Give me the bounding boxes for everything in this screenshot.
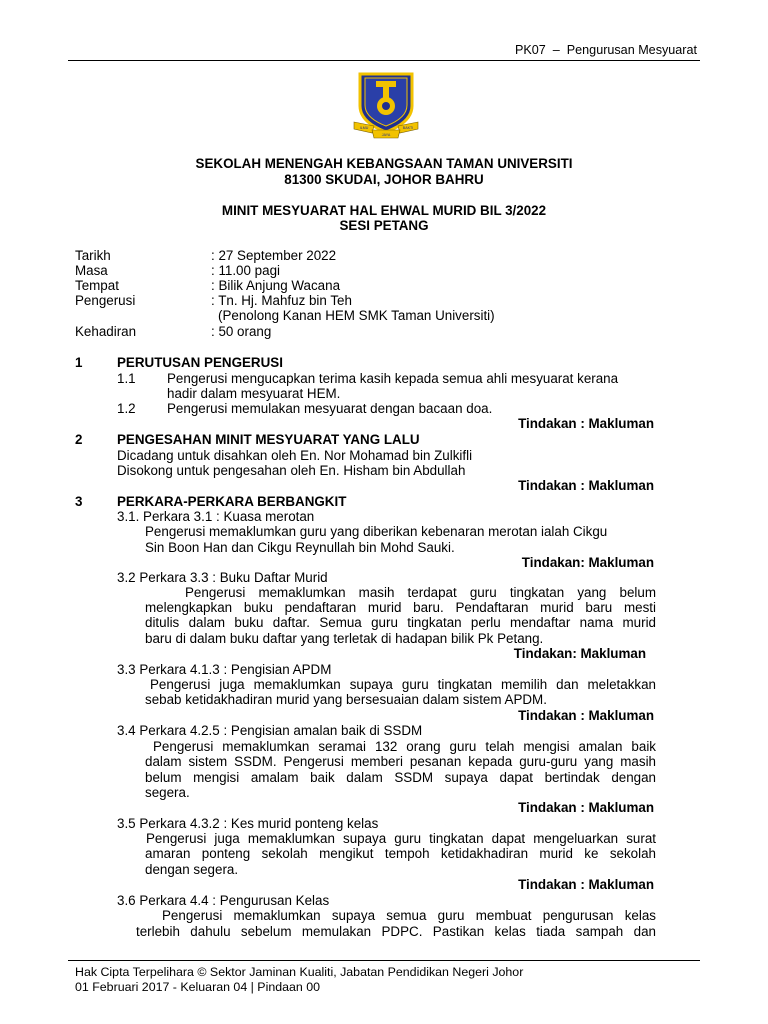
item-3-2-line-1: Pengerusi memaklumkan masih terdapat guru tingkatan yang belum <box>185 585 656 600</box>
item-3-6-line-2: terlebih dahulu sebelum memulakan PDPC. Pastikan kelas tiada sampah dan <box>136 924 656 939</box>
item-3-1-line-1: Pengerusi memaklumkan guru yang diberikan kebenaran merotan ialah Cikgu <box>145 524 608 539</box>
section-2-title: PENGESAHAN MINIT MESYUARAT YANG LALU <box>117 432 420 447</box>
item-3-2-heading: 3.2 Perkara 3.3 : Buku Daftar Murid <box>117 570 328 585</box>
footer-issue: 01 Februari 2017 - Keluaran 04 | Pindaan 00 <box>75 980 321 994</box>
item-3-5-action: Tindakan : Makluman <box>518 877 654 892</box>
item-3-4-line-1: Pengerusi memaklumkan seramai 132 orang guru telah mengisi amalan baik <box>153 739 656 754</box>
logo-ribbon-left-text: ILMU <box>359 126 369 130</box>
item-1-2-line-1: Pengerusi memulakan mesyuarat dengan bacaan doa. <box>167 401 493 416</box>
item-3-3-line-2: sebab ketidakhadiran murid yang bersesuaian dalam sistem APDM. <box>145 692 547 707</box>
item-3-3-action: Tindakan : Makluman <box>518 708 654 723</box>
item-3-2-action: Tindakan: Makluman <box>513 646 646 661</box>
footer-divider <box>68 960 700 961</box>
time-label: Masa <box>75 263 108 278</box>
minutes-title: MINIT MESYUARAT HAL EHWAL MURID BIL 3/2022 <box>221 203 547 218</box>
place-label: Tempat <box>75 278 119 293</box>
item-3-5-heading: 3.5 Perkara 4.3.2 : Kes murid ponteng kelas <box>117 816 379 831</box>
item-1-2-number: 1.2 <box>117 401 136 416</box>
item-1-1-line-2: hadir dalam mesyuarat HEM. <box>167 386 341 401</box>
place-value: : Bilik Anjung Wacana <box>211 278 341 293</box>
item-3-4-line-3: belum mengisi amalam baik dalam SSDM supaya dapat bertindak dengan <box>145 770 656 785</box>
school-crest-logo <box>352 70 420 140</box>
section-2-action: Tindakan : Makluman <box>518 478 654 493</box>
item-3-4-heading: 3.4 Perkara 4.2.5 : Pengisian amalan baik di SSDM <box>117 723 423 738</box>
section-2-line-1: Dicadang untuk disahkan oleh En. Nor Mohamad bin Zulkifli <box>117 448 473 463</box>
minutes-session: SESI PETANG <box>339 218 429 233</box>
attendance-label: Kehadiran <box>75 324 137 339</box>
item-3-5-line-1: Pengerusi juga memaklumkan supaya guru tingkatan dapat mengeluarkan surat <box>146 831 656 846</box>
item-3-2-line-2: melengkapkan buku pendaftaran murid baru. Pendaftaran murid baru mesti <box>145 600 656 615</box>
header-divider <box>68 60 700 61</box>
document-reference: PK07 – Pengurusan Mesyuarat <box>514 43 697 57</box>
item-3-3-heading: 3.3 Perkara 4.1.3 : Pengisian APDM <box>117 662 332 677</box>
section-2-number: 2 <box>75 432 83 447</box>
item-3-6-line-1: Pengerusi memaklumkan supaya semua guru membuat pengurusan kelas <box>162 908 656 923</box>
item-3-4-line-2: dalam sistem SSDM. Pengerusi memberi pesanan kepada guru-guru yang masih <box>145 754 656 769</box>
footer-copyright: Hak Cipta Terpelihara © Sektor Jaminan Kualiti, Jabatan Pendidikan Negeri Johor <box>75 965 524 979</box>
section-1-action: Tindakan : Makluman <box>518 416 654 431</box>
logo-ribbon-bottom-text: JAYA <box>381 133 391 137</box>
item-3-2-line-3: ditulis dalam buku daftar. Semua guru tingkatan perlu mendaftar nama murid <box>145 615 656 630</box>
section-3-title: PERKARA-PERKARA BERBANGKIT <box>117 494 347 509</box>
item-1-1-line-1: Pengerusi mengucapkan terima kasih kepada semua ahli mesyuarat kerana <box>167 371 619 386</box>
school-address: 81300 SKUDAI, JOHOR BAHRU <box>284 172 484 187</box>
item-3-4-line-4: segera. <box>145 785 190 800</box>
item-1-1-number: 1.1 <box>117 371 136 386</box>
section-3-number: 3 <box>75 494 83 509</box>
item-3-5-line-2: amaran ponteng sekolah mengikut tempoh ketidakhadiran murid ke sekolah <box>145 846 656 861</box>
date-value: : 27 September 2022 <box>211 248 337 263</box>
section-1-number: 1 <box>75 355 83 370</box>
item-3-6-heading: 3.6 Perkara 4.4 : Pengurusan Kelas <box>117 893 330 908</box>
time-value: : 11.00 pagi <box>211 263 280 278</box>
chair-role: (Penolong Kanan HEM SMK Taman Universiti) <box>218 308 495 323</box>
item-3-2-line-4: baru di dalam buku daftar yang terletak di hadapan bilik Pk Petang. <box>145 631 544 646</box>
section-2-line-2: Disokong untuk pengesahan oleh En. Hisham bin Abdullah <box>117 463 466 478</box>
item-3-1-line-2: Sin Boon Han dan Cikgu Reynullah bin Mohd Sauki. <box>145 540 455 555</box>
attendance-value: : 50 orang <box>211 324 272 339</box>
item-3-1-action: Tindakan: Makluman <box>521 555 654 570</box>
logo-ribbon-right-text: BAKTI <box>402 126 414 130</box>
school-name: SEKOLAH MENENGAH KEBANGSAAN TAMAN UNIVERSITI <box>195 156 573 171</box>
item-3-5-line-3: dengan segera. <box>145 862 239 877</box>
date-label: Tarikh <box>75 248 111 263</box>
chair-label: Pengerusi <box>75 293 136 308</box>
item-3-3-line-1: Pengerusi juga memaklumkan supaya guru tingkatan memilih dan meletakkan <box>150 677 656 692</box>
chair-value: : Tn. Hj. Mahfuz bin Teh <box>211 293 352 308</box>
item-3-1-heading: 3.1. Perkara 3.1 : Kuasa merotan <box>117 509 315 524</box>
section-1-title: PERUTUSAN PENGERUSI <box>117 355 283 370</box>
item-3-4-action: Tindakan : Makluman <box>518 800 654 815</box>
